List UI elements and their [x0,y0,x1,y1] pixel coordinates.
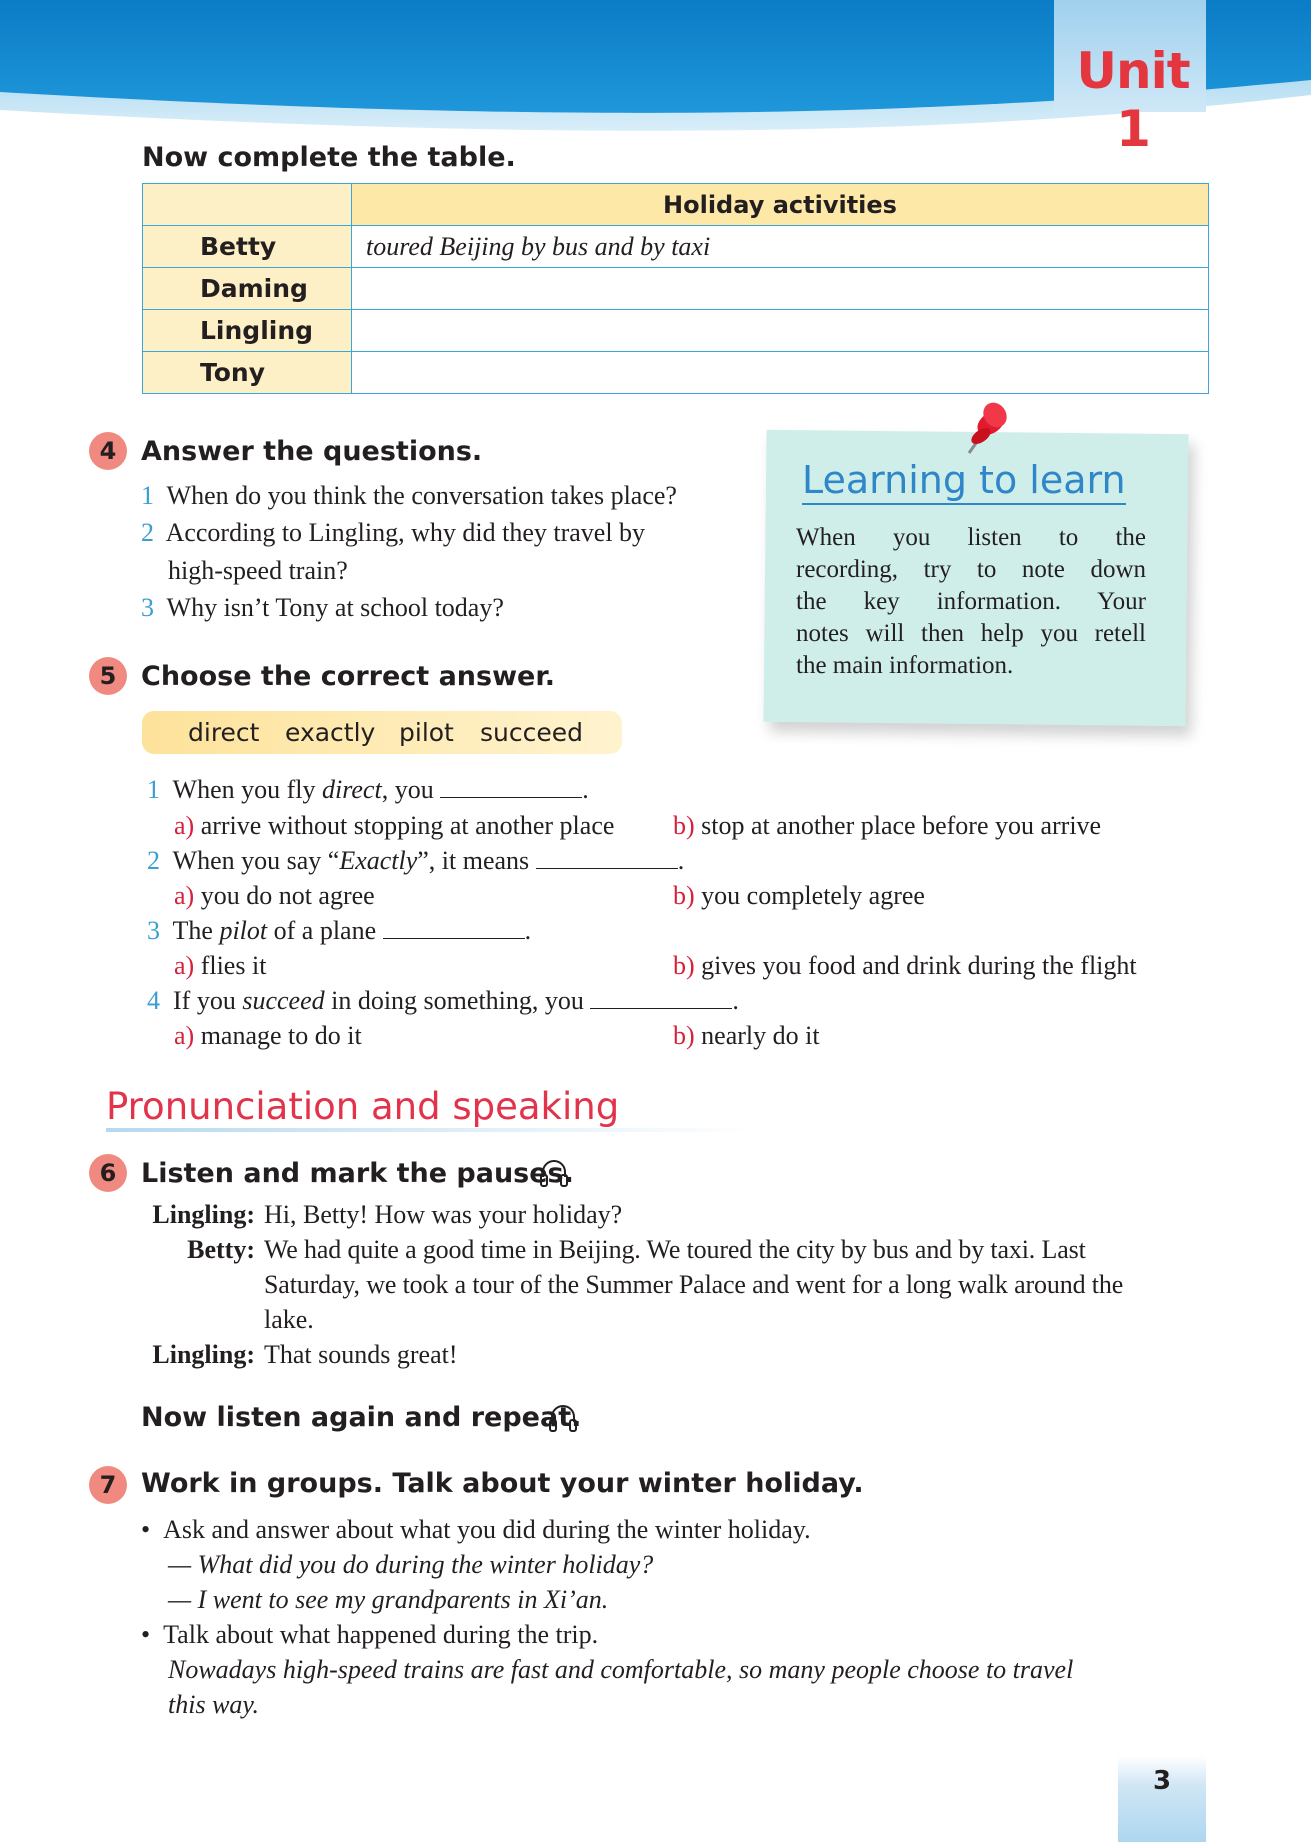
page-number: 3 [1152,1766,1172,1796]
dialogue-line: Hi, Betty! How was your holiday? [264,1200,623,1229]
learning-line: When you listen to the [796,524,1146,551]
learning-line: notes will then help you retell [796,620,1146,647]
table-activity-cell[interactable]: toured Beijing by bus and by taxi [352,226,1209,268]
bullet-item: • Talk about what happened during the trip. [141,1620,599,1649]
learning-line: the main information. [796,652,1014,679]
headphones-icon[interactable] [548,1402,578,1434]
exercise-4-badge: 4 [89,432,127,470]
option-b[interactable]: b) gives you food and drink during the flight [673,951,1137,980]
unit-title: Unit 1 [1076,42,1190,158]
word-item: succeed [480,718,583,747]
exercise-5-title: Choose the correct answer. [141,661,556,692]
repeat-instruction: Now listen again and repeat. [141,1402,582,1433]
table-row [143,352,1209,394]
table-corner-cell [143,184,352,226]
option-b[interactable]: b) stop at another place before you arrive [673,811,1102,840]
word-item: exactly [285,718,376,747]
holiday-activities-table [142,183,1209,394]
headphones-icon[interactable] [539,1157,569,1189]
mc-item-2: 2 When you say “Exactly”, it means . [147,846,685,875]
question-2-cont: high-speed train? [168,556,348,585]
table-column-header: Holiday activities [352,184,1209,226]
table-row [143,268,1209,310]
exercise-7-badge: 7 [89,1466,127,1504]
question-2: 2 According to Lingling, why did they travel by [141,518,646,547]
table-name-cell: Betty [143,226,352,268]
pushpin-icon [955,395,1017,461]
example-line: — I went to see my grandparents in Xi’an. [168,1585,609,1614]
example-line: Nowadays high-speed trains are fast and comfortable, so many people choose to travel [168,1655,1074,1684]
mc-item-4: 4 If you succeed in doing something, you . [147,986,739,1015]
dialogue-line: That sounds great! [264,1340,458,1369]
option-a[interactable]: a) flies it [174,951,267,980]
dialogue-line: Saturday, we took a tour of the Summer Palace and went for a long walk around the [264,1270,1124,1299]
table-row [143,226,1209,268]
option-a[interactable]: a) manage to do it [174,1021,362,1050]
answer-blank[interactable] [383,918,525,939]
learning-line: the key information. Your [796,588,1146,615]
question-3: 3 Why isn’t Tony at school today? [141,593,504,622]
table-row [143,310,1209,352]
section-title: Pronunciation and speaking [106,1085,620,1128]
speaker-label: Lingling: [152,1200,255,1229]
answer-blank[interactable] [590,988,732,1009]
speaker-label: Betty: [187,1235,255,1264]
word-item: pilot [399,718,454,747]
exercise-6-badge: 6 [89,1154,127,1192]
table-name-cell: Daming [143,268,352,310]
answer-blank[interactable] [440,777,582,798]
bullet-item: • Ask and answer about what you did during the winter holiday. [141,1515,811,1544]
mc-item-3: 3 The pilot of a plane . [147,916,532,945]
speaker-label: Lingling: [152,1340,255,1369]
table-header-row [143,184,1209,226]
exercise-6-title: Listen and mark the pauses. [141,1158,574,1189]
exercise-4-title: Answer the questions. [141,436,483,467]
table-activity-cell[interactable] [352,268,1209,310]
dialogue-line: We had quite a good time in Beijing. We toured the city by bus and by taxi. Last [264,1235,1086,1264]
section-underline [106,1128,756,1132]
mc-item-1: 1 When you fly direct, you . [147,775,589,804]
table-name-cell: Tony [143,352,352,394]
dialogue-line: lake. [264,1305,314,1334]
option-b[interactable]: b) you completely agree [673,881,925,910]
answer-blank[interactable] [536,848,678,869]
option-b[interactable]: b) nearly do it [673,1021,820,1050]
learning-line: recording, try to note down [796,556,1146,583]
table-name-cell: Lingling [143,310,352,352]
exercise-5-badge: 5 [89,657,127,695]
table-activity-cell[interactable] [352,310,1209,352]
table-instruction: Now complete the table. [142,142,516,173]
table-activity-cell[interactable] [352,352,1209,394]
example-line: — What did you do during the winter holiday? [168,1550,654,1579]
example-line: this way. [168,1690,260,1719]
option-a[interactable]: a) you do not agree [174,881,375,910]
exercise-7-title: Work in groups. Talk about your winter holiday. [141,1468,864,1499]
word-item: direct [188,718,260,747]
learning-title: Learning to learn [802,457,1126,505]
option-a[interactable]: a) arrive without stopping at another place [174,811,615,840]
question-1: 1 When do you think the conversation takes place? [141,481,677,510]
